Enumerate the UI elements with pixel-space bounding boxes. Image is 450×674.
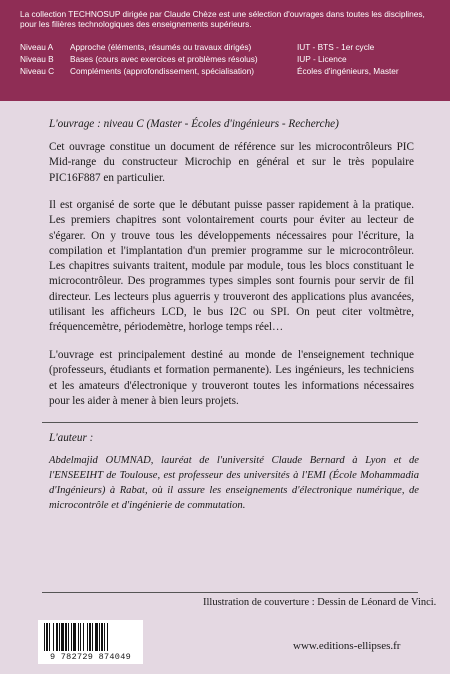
level-name: Niveau C — [20, 66, 55, 76]
collection-header-band — [0, 0, 450, 101]
barcode-bar — [49, 623, 50, 651]
barcode-bar — [59, 623, 60, 651]
paragraph-audience: L'ouvrage est principalement destiné au monde de l'enseignement technique (professeurs, étudiants et formation permanente). Les ingénieurs, les techniciens et les amateurs d'électronique y trouveront toutes les informations nécessaires pour les aider à mener à bien leurs projets. — [49, 349, 414, 407]
level-description: Approche (éléments, résumés ou travaux dirigés) — [70, 42, 252, 52]
barcode-bar — [78, 623, 79, 651]
barcode-bar — [65, 623, 67, 651]
barcode-bar — [92, 623, 93, 651]
barcode-bar — [99, 623, 100, 651]
barcode-bar — [101, 623, 103, 651]
barcode-bar — [73, 623, 76, 651]
barcode-bar — [83, 623, 84, 651]
barcode-bar — [89, 623, 91, 651]
level-name: Niveau B — [20, 54, 54, 64]
level-heading: L'ouvrage : niveau C (Master - Écoles d'ingénieurs - Recherche) — [49, 118, 339, 130]
cover-credit: Illustration de couverture : Dessin de Léonard de Vinci. — [203, 597, 437, 608]
barcode-bar — [95, 623, 98, 651]
level-audience: IUP - Licence — [297, 54, 347, 64]
level-description: Bases (cours avec exercices et problèmes résolus) — [70, 54, 258, 64]
barcode-bar — [46, 623, 48, 651]
barcode-bar — [56, 623, 58, 651]
divider — [42, 422, 418, 423]
barcode-bar — [80, 623, 81, 651]
collection-intro: La collection TECHNOSUP dirigée par Claude Chèze est une sélection d'ouvrages dans toutes les disciplines, pour les filières technologiques des enseignements supérieurs. — [20, 9, 425, 30]
paragraph-intro: Cet ouvrage constitue un document de référence sur les microcontrôleurs PIC Mid-range du constructeur Microchip en général et sur le très populaire PIC16F887 en particulier. — [49, 141, 414, 184]
publisher-website: www.editions-ellipses.fr — [293, 640, 401, 652]
barcode-bar — [44, 623, 45, 651]
level-audience: Écoles d'ingénieurs, Master — [297, 66, 399, 76]
barcode-bar — [53, 623, 54, 651]
isbn-digits: 9 782729 874049 — [49, 652, 131, 662]
level-audience: IUT - BTS - 1er cycle — [297, 42, 375, 52]
barcode-bar — [107, 623, 108, 651]
barcode-bar — [68, 623, 69, 651]
barcode-bars — [44, 623, 137, 651]
barcode-bar — [61, 623, 64, 651]
barcode-bar — [87, 623, 88, 651]
isbn-barcode — [38, 620, 143, 664]
level-name: Niveau A — [20, 42, 54, 52]
divider — [42, 592, 418, 593]
level-description: Compléments (approfondissement, spécialisation) — [70, 66, 255, 76]
barcode-bar — [104, 623, 105, 651]
paragraph-organisation: Il est organisé de sorte que le débutant puisse passer rapidement à la pratique. Les premiers chapitres sont volontairement courts pour éviter au lecteur de s'égarer. On y trouve tous les développements nécessaires pour l'écriture, la compilation et l'implantation d'un premier programme sur le microcontrôleur. Les chapitres suivants traitent, module par module, tous les blocs constituant le microcontrôleur. Des programmes types simples sont fournis pour servir de fil directeur. Les lecteurs plus aguerris y trouveront des applications plus avancées, utilisant les afficheurs LCD, le bus I2C ou SPI. On peut citer voltmètre, fréquencemètre, périodemètre, horloge temps réel… — [49, 199, 414, 334]
barcode-bar — [71, 623, 72, 651]
author-bio: Abdelmajid OUMNAD, lauréat de l'université Claude Bernard à Lyon et de l'ENSEEIHT de Toulouse, est professeur des universités à l'EMI (École Mohammadia d'Ingénieurs) à Rabat, où il assure les enseignements d'électronique numérique, de microcontrôle et d'ingénierie de commutation. — [49, 455, 419, 511]
author-heading: L'auteur : — [49, 432, 94, 444]
